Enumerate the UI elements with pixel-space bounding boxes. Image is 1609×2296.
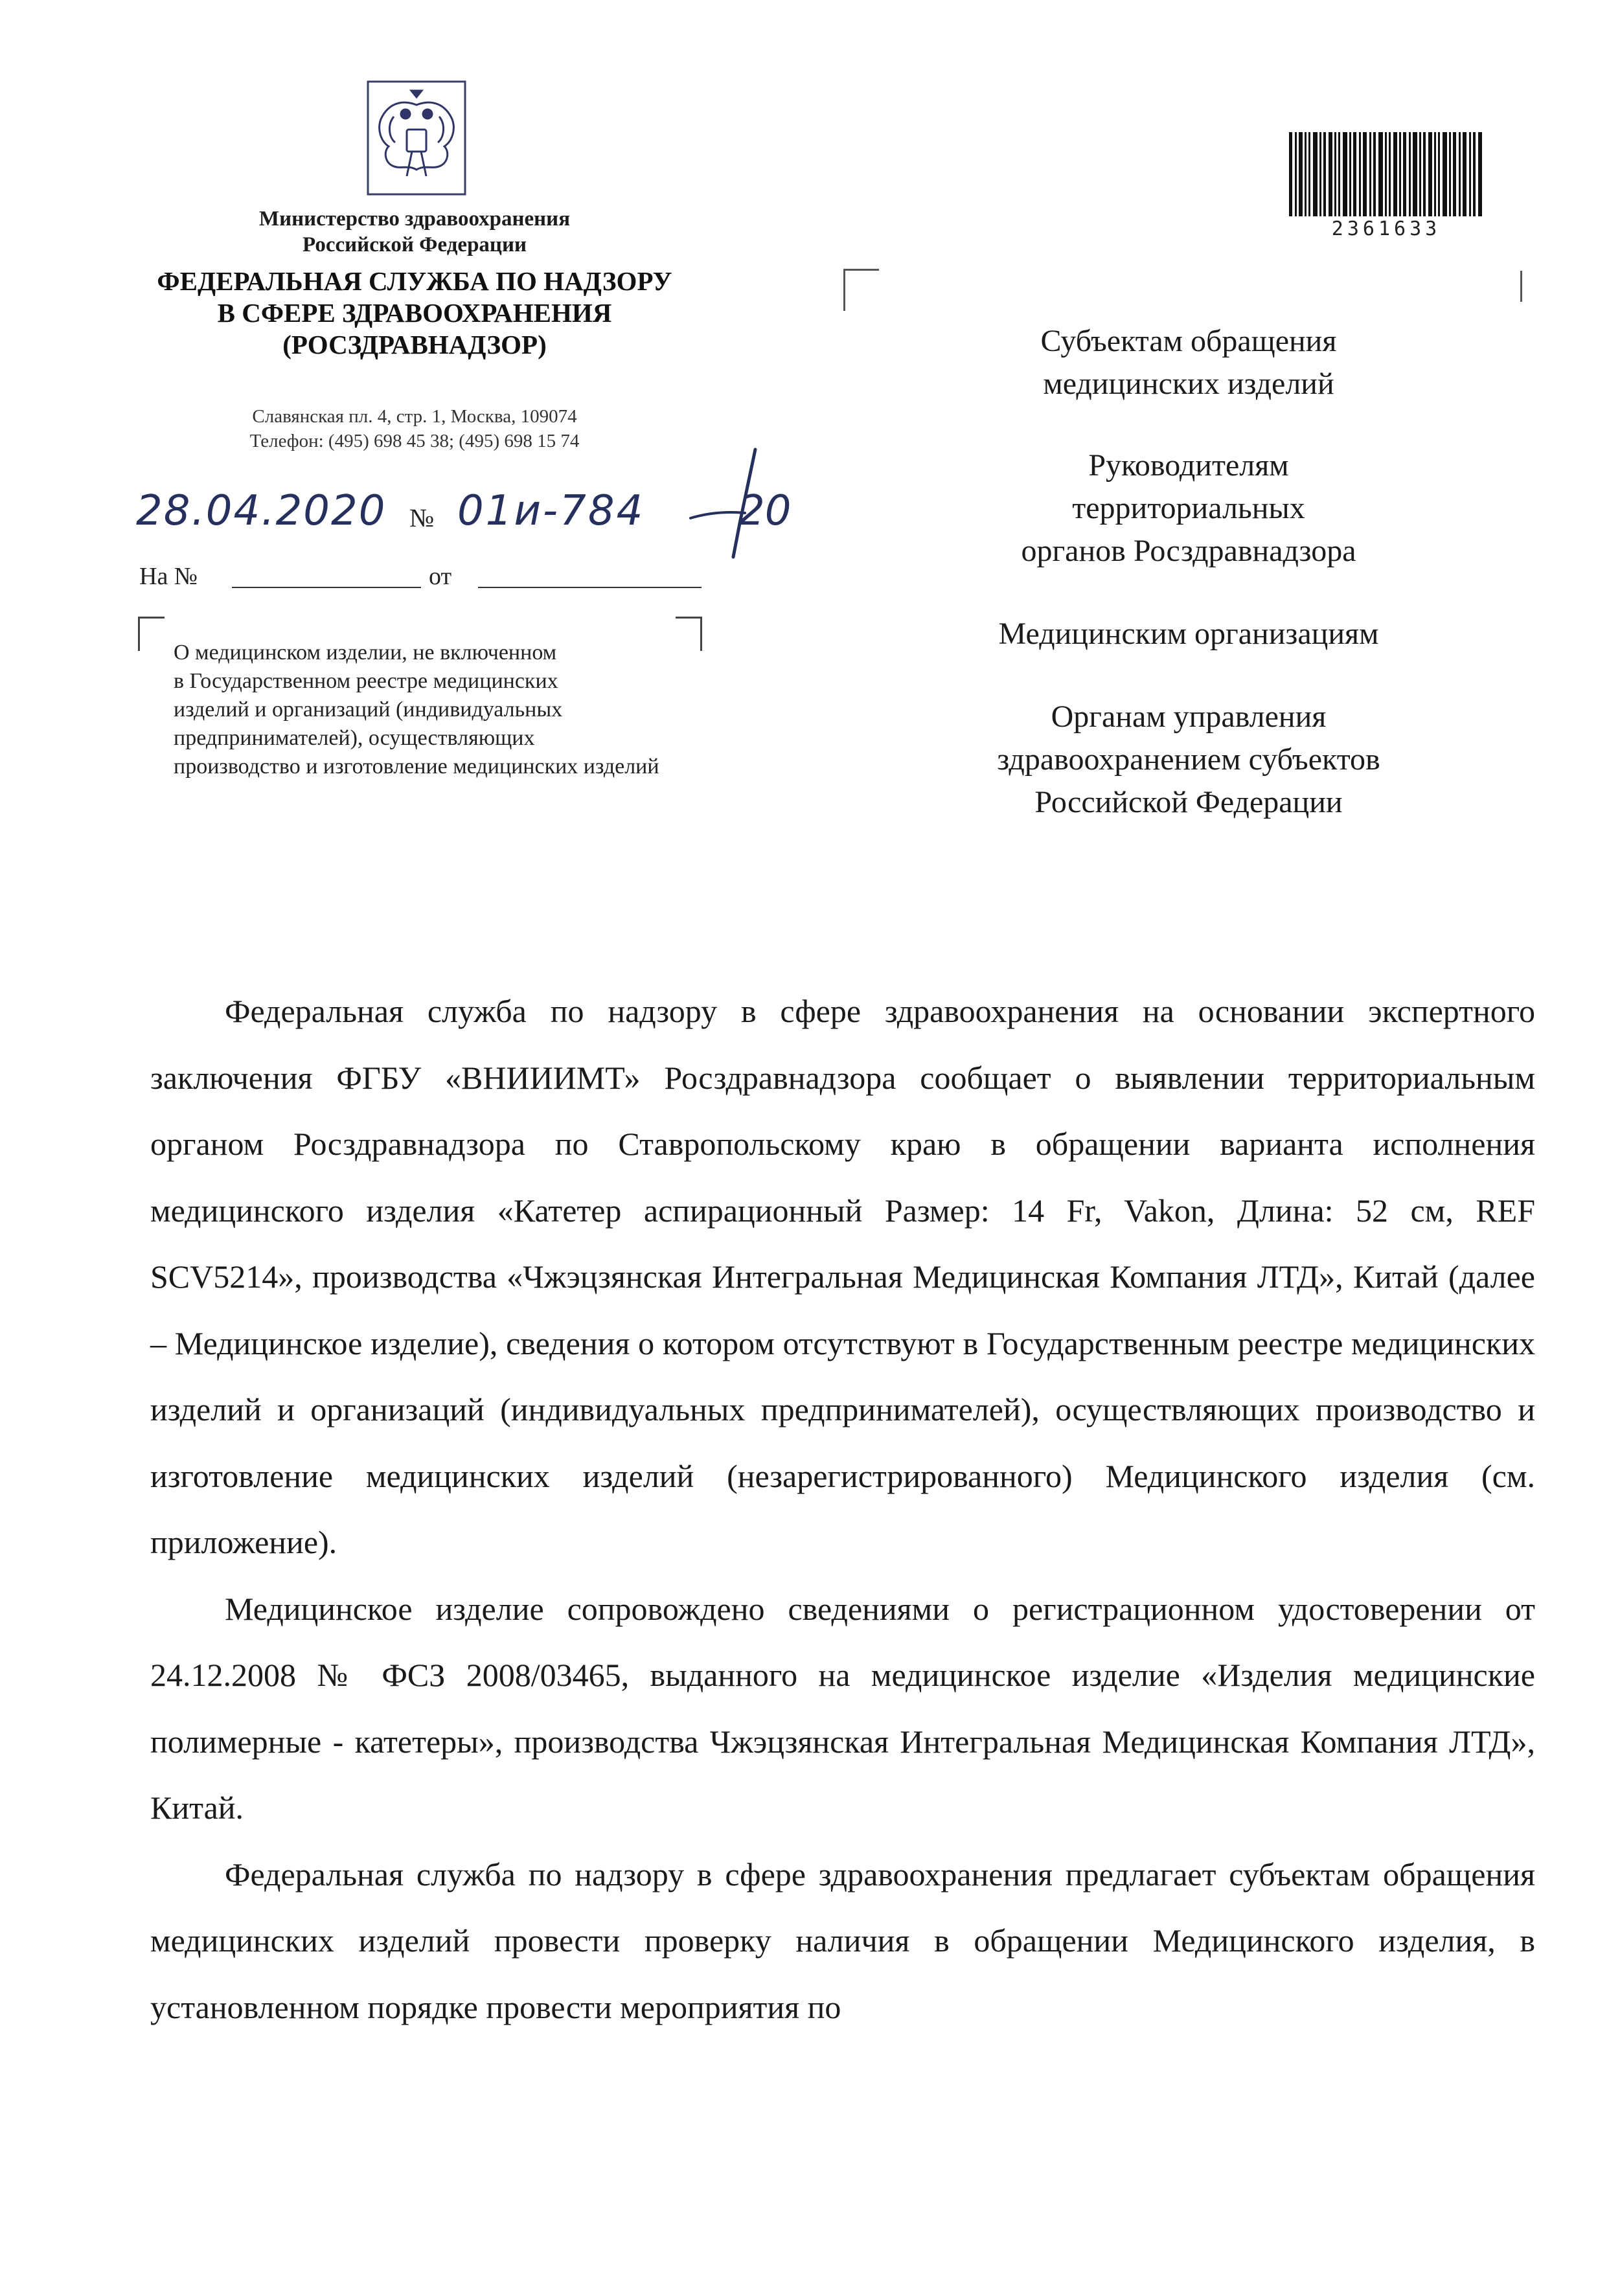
reference-date-line bbox=[478, 587, 702, 588]
barcode-number: 2361633 bbox=[1331, 218, 1441, 240]
service-line-2: В СФЕРЕ ЗДРАВООХРАНЕНИЯ bbox=[217, 298, 612, 328]
subject-line-4: предпринимателей), осуществляющих bbox=[174, 726, 535, 750]
service-line-1: ФЕДЕРАЛЬНАЯ СЛУЖБА ПО НАДЗОРУ bbox=[157, 266, 672, 296]
contact-block bbox=[143, 404, 687, 453]
recipient-line: Руководителям bbox=[1088, 448, 1289, 483]
body-paragraph-1: Федеральная служба по надзору в сфере здравоохранения на основании экспертного заключения ФГБУ «ВНИИИМТ» Росздравнадзора сообщает о выявлении территориальным органом Росздравнадзора по Ставропольскому краю в обращении варианта исполнения медицинского изделия «Катетер аспирационный Размер: 14 Fr, Vakon, Длина: 52 см, REF SCV5214», производства «Чжэцзянская Интегральная Медицинская Компания ЛТД», Китай (далее – Медицинское изделие), сведения о котором отсутствуют в Государственным реестре медицинских изделий и организаций (индивидуальных предпринимателей), осуществляющих производство и изготовление медицинских изделий (незарегистрированного) Медицинского изделия (см. приложение). bbox=[150, 993, 1535, 1560]
recipient-line: Субъектам обращения bbox=[1040, 324, 1337, 358]
recipient-line: территориальных bbox=[1072, 491, 1305, 525]
recipient-line: медицинских изделий bbox=[1043, 367, 1334, 401]
reference-number-line bbox=[232, 587, 421, 588]
recipient-line: Органам управления bbox=[1051, 699, 1327, 734]
subject-corner-left bbox=[138, 617, 165, 651]
registration-number: 01и-784 bbox=[457, 487, 645, 535]
service-line-3: (РОСЗДРАВНАДЗОР) bbox=[282, 330, 547, 359]
recipient-medical-organizations bbox=[897, 613, 1480, 655]
ministry-name bbox=[162, 206, 667, 258]
recipient-line: Российской Федерации bbox=[1034, 785, 1343, 819]
registration-number-suffix: 20 bbox=[738, 487, 792, 535]
subject-line-1: О медицинском изделии, не включенном bbox=[174, 641, 557, 665]
registration-date: 28.04.2020 bbox=[136, 487, 387, 535]
body-paragraph-3: Федеральная служба по надзору в сфере здравоохранения предлагает субъектам обращения медицинских изделий провести проверку наличия в обращении Медицинского изделия, в установленном порядке провести мероприятия по bbox=[150, 1856, 1535, 2025]
recipient-line: Медицинским организациям bbox=[998, 617, 1379, 651]
letter-subject bbox=[174, 639, 795, 781]
barcode-icon bbox=[1289, 132, 1483, 216]
ministry-line-1: Министерство здравоохранения bbox=[258, 207, 571, 231]
letter-body bbox=[150, 978, 1535, 2040]
registration-number-label: № bbox=[409, 503, 435, 532]
reference-number-label: На № bbox=[139, 563, 198, 590]
body-paragraph-2: Медицинское изделие сопровождено сведениями о регистрационном удостоверении от 24.12.2008 № ФСЗ 2008/03465, выданного на медицинское изделие «Изделия медицинские полимерные - катетеры», производства Чжэцзянская Интегральная Медицинская Компания ЛТД», Китай. bbox=[150, 1590, 1535, 1826]
reference-date-label: от bbox=[429, 563, 452, 590]
addressee-corner-left bbox=[843, 269, 879, 311]
recipient-subjects-of-circulation bbox=[897, 320, 1480, 405]
subject-line-2: в Государственном реестре медицинских bbox=[174, 669, 558, 693]
postal-address: Славянская пл. 4, стр. 1, Москва, 109074 bbox=[252, 406, 577, 427]
recipient-line: здравоохранением субъектов bbox=[997, 742, 1380, 777]
service-name bbox=[123, 266, 706, 361]
recipient-territorial-heads bbox=[897, 444, 1480, 573]
subject-line-3: изделий и организаций (индивидуальных bbox=[174, 698, 563, 722]
subject-line-5: производство и изготовление медицинских изделий bbox=[174, 755, 659, 779]
recipient-health-authorities bbox=[897, 696, 1480, 824]
recipient-line: органов Росздравнадзора bbox=[1021, 534, 1356, 568]
phone-numbers: Телефон: (495) 698 45 38; (495) 698 15 74 bbox=[249, 431, 580, 451]
ministry-line-2: Российской Федерации bbox=[302, 233, 527, 256]
coat-of-arms-icon bbox=[355, 79, 478, 197]
addressee-corner-right bbox=[1520, 271, 1522, 302]
